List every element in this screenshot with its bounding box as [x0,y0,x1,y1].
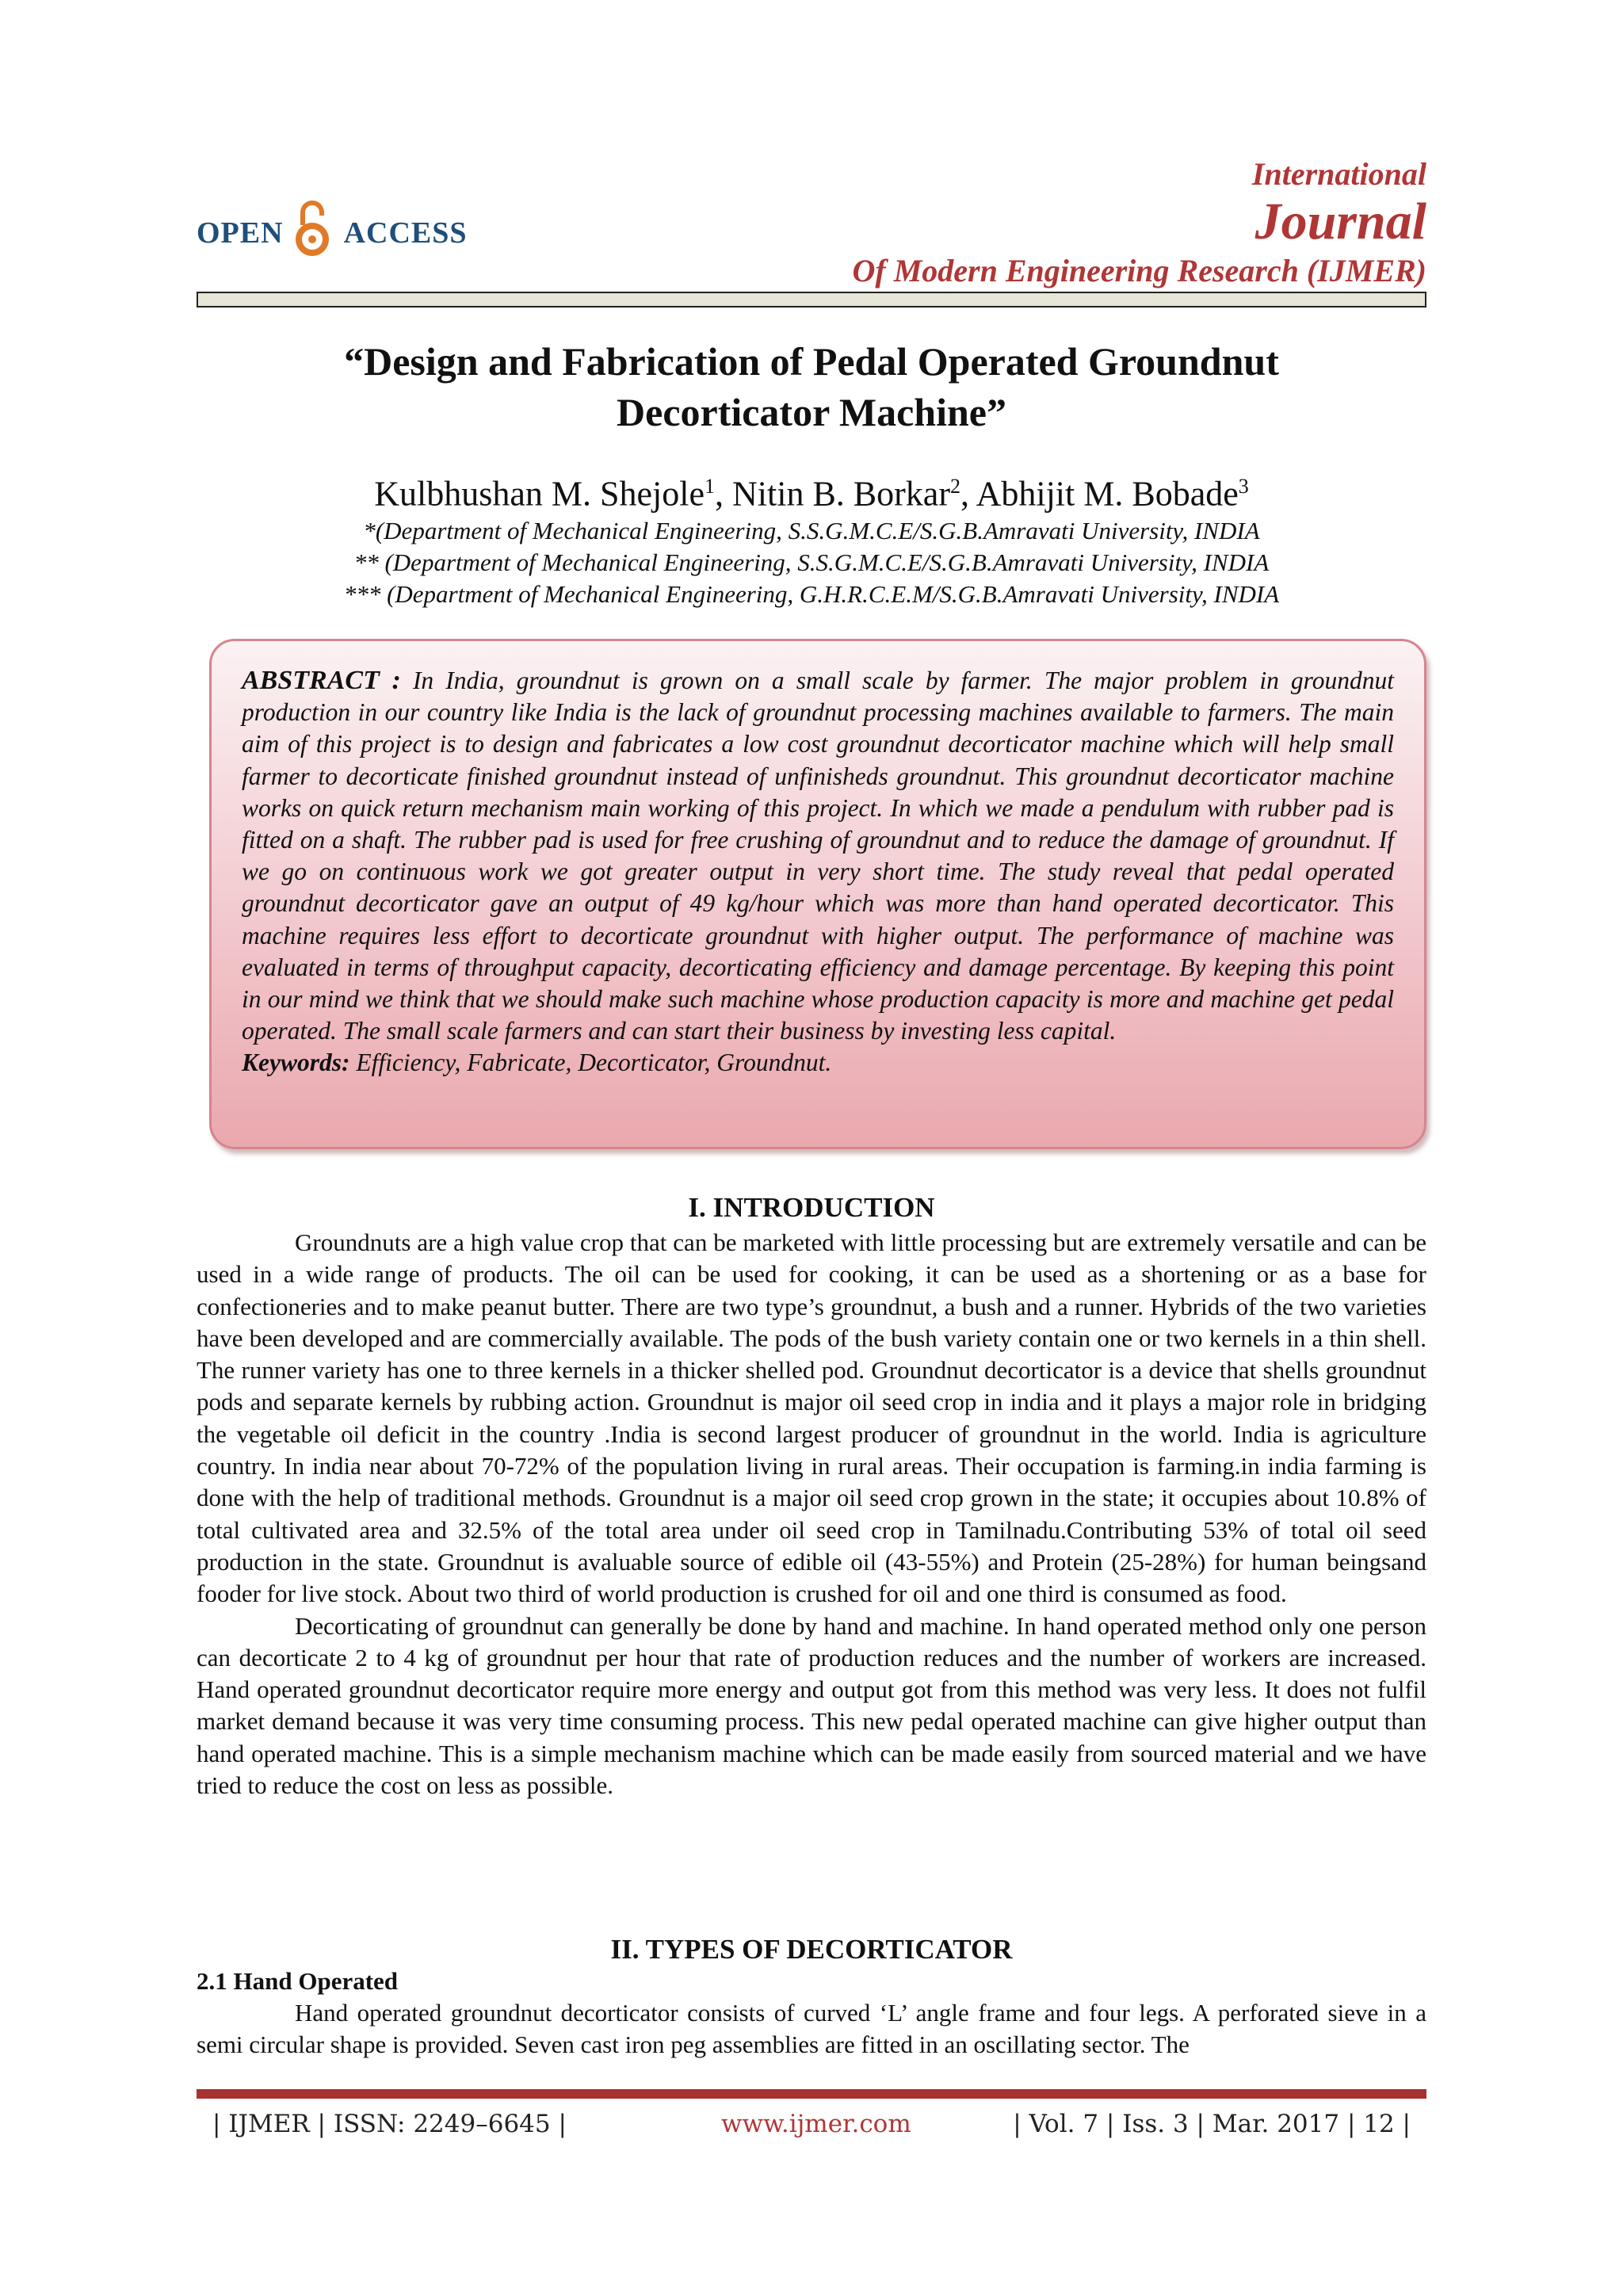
paragraph: Hand operated groundnut decorticator consists of curved ‘L’ angle frame and four legs. A perforated sieve in a semi circular shape is provided. Seven cast iron peg assemblies are fitted in an oscillating sector. The [197,1999,1426,2059]
footer-divider [197,2089,1426,2099]
journal-masthead [852,155,1426,292]
section-title-introduction: I. INTRODUCTION [688,1192,935,1223]
affiliation-1: *(Department of Mechanical Engineering, S.S.G.M.C.E/S.G.B.Amravati University, INDIA [363,517,1260,544]
author-separator: , [715,474,732,514]
journal-name: Journal [1254,193,1426,250]
header-divider [197,292,1426,308]
open-access-badge [197,198,468,268]
paragraph: Decorticating of groundnut can generally be done by hand and machine. In hand operated method only one person can decorticate 2 to 4 kg of groundnut per hour that rate of production reduces and the number of workers are increased. Hand operated groundnut decorticator require more energy and output got from this method was very less. It does not fulfil market demand because it was very time consuming process. This new pedal operated machine can give higher output than hand operated machine. This is a simple mechanism machine which can be made easily from sourced material and we have tried to reduce the cost on less as possible. [197,1611,1426,1800]
author-affiliation-mark: 1 [705,475,715,498]
keywords-line [242,1047,1394,1079]
keywords-label: Keywords: [242,1049,350,1077]
author-name: Kulbhushan M. Shejole [374,474,705,514]
open-access-word-open: OPEN [197,216,284,250]
abstract-box [209,639,1426,1149]
affiliation-2: ** (Department of Mechanical Engineering, S.S.G.M.C.E/S.G.B.Amravati University, INDIA [353,548,1270,576]
author-name: Abhijit M. Bobade [976,474,1239,514]
subsection-title-hand-operated: 2.1 Hand Operated [197,1967,399,1995]
abstract-text: In India, groundnut is grown on a small scale by farmer. The major problem in groundnut production in our country like India is the lack of groundnut processing machines available to farmers. The main aim of this project is to design and fabricates a low cost groundnut decorticator machine which will help small farmer to decorticate finished groundnut instead of unfinisheds groundnut. This groundnut decorticator machine works on quick return mechanism main working of this project. In which we made a pendulum with rubber pad is fitted on a shaft. The rubber pad is used for free crushing of groundnut and to reduce the damage of groundnut. If we go on continuous work we got greater output in very short time. The study reveal that pedal operated groundnut decorticator gave an output of 49 kg/hour which was more than hand operated decorticator. This machine requires less effort to decorticate groundnut with higher output. The performance of machine was evaluated in terms of throughput capacity, decorticating efficiency and damage percentage. By keeping this point in our mind we think that we should make such machine whose production capacity is more and machine get pedal operated. The small scale farmers and can start their business by investing less capital. [242,667,1395,1045]
author-separator: , [960,474,976,514]
journal-international: International [1251,156,1426,192]
author-list [197,464,1426,517]
footer-website-link[interactable]: www.ijmer.com [721,2110,911,2138]
page-footer [212,2110,1411,2145]
section-title-types: II. TYPES OF DECORTICATOR [610,1934,1013,1965]
journal-subtitle: Of Modern Engineering Research (IJMER) [852,253,1426,288]
footer-volume-page: | Vol. 7 | Iss. 3 | Mar. 2017 | 12 | [1013,2110,1411,2138]
abstract-label: ABSTRACT : [242,666,401,695]
keywords-text: Efficiency, Fabricate, Decorticator, Groundnut. [356,1049,832,1077]
hand-operated-body [197,1997,1426,2061]
author-affiliation-mark: 3 [1238,475,1249,498]
introduction-body [197,1227,1426,1801]
open-access-word-access: ACCESS [343,216,468,250]
footer-journal-issn: | IJMER | ISSN: 2249–6645 | [212,2110,567,2138]
abstract-body [242,665,1394,1047]
paper-title-line2: Decorticator Machine” [617,390,1006,434]
open-access-lock-icon [295,198,330,268]
paper-title-line1: “Design and Fabrication of Pedal Operated Groundnut [344,339,1279,384]
paragraph: Groundnuts are a high value crop that can be marketed with little processing but are extremely versatile and can be used in a wide range of products. The oil can be used for cooking, it can be used as a shortening or as a base for confectioneries and to make peanut butter. There are two type’s groundnut, a bush and a runner. Hybrids of the two varieties have been developed and are commercially available. The pods of the bush variety contain one or two kernels in a thin shell. The runner variety has one to three kernels in a thicker shelled pod. Groundnut decorticator is a device that shells groundnut pods and separate kernels by rubbing action. Groundnut is major oil seed crop in india and it plays a major role in bridging the vegetable oil deficit in the country .India is second largest producer of groundnut in the world. India is agriculture country. In india near about 70-72% of the population living in rural areas. Their occupation is farming.in india farming is done with the help of traditional methods. Groundnut is a major oil seed crop grown in the state; it occupies about 10.8% of total cultivated area and 32.5% of the total area under oil seed crop in Tamilnadu.Contributing 53% of total oil seed production in the state. Groundnut is avaluable source of edible oil (43-55%) and Protein (25-28%) for human beingsand fooder for live stock. About two third of world production is crushed for oil and one third is consumed as food. [197,1228,1426,1608]
author-name: Nitin B. Borkar [732,474,950,514]
author-affiliation-mark: 2 [949,475,960,498]
affiliation-3: *** (Department of Mechanical Engineering, G.H.R.C.E.M/S.G.B.Amravati University, INDIA [343,580,1280,608]
paper-title [197,336,1426,437]
